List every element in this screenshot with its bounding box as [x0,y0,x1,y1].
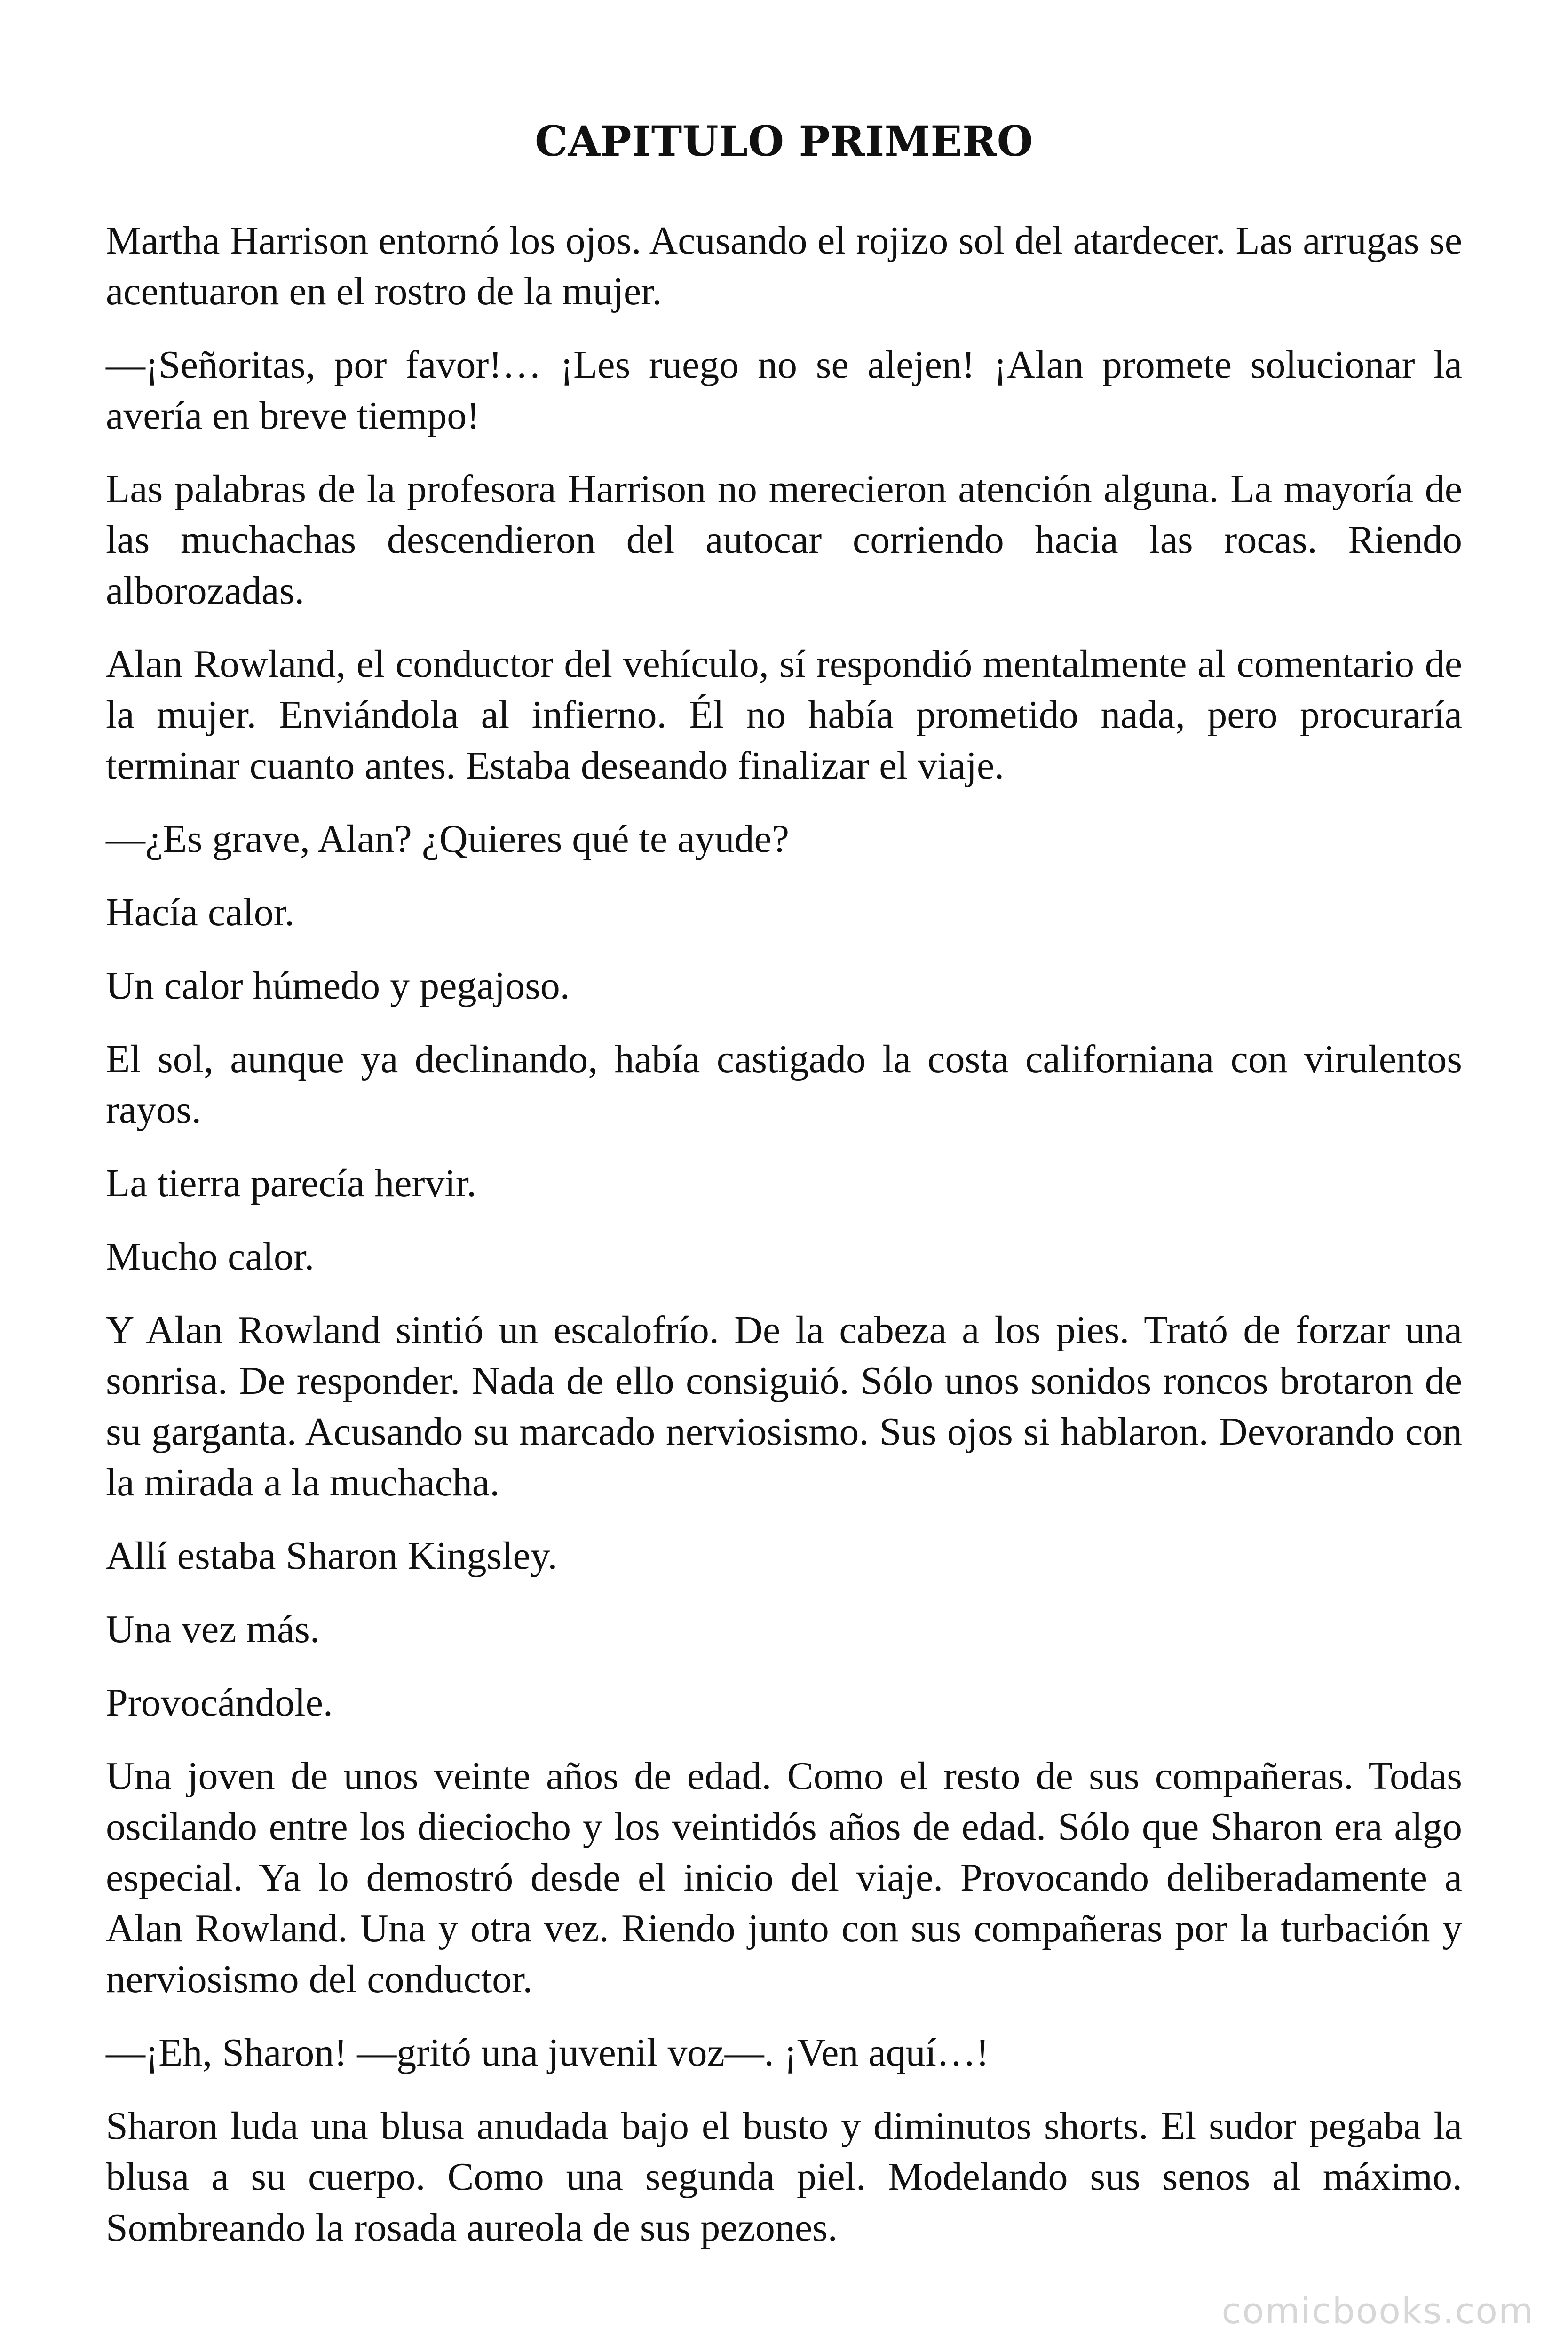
paragraph: Y Alan Rowland sintió un escalofrío. De la cabeza a los pies. Trató de forzar una sonrisa. De responder. Nada de ello consiguió. Sólo unos sonidos roncos brotaron de su garganta. Acusando su marcado nerviosismo. Sus ojos si hablaron. Devorando con la mirada a la muchacha. [106,1308,1462,1504]
paragraph: Una vez más. [106,1607,320,1651]
paragraph: Provocándole. [106,1681,333,1724]
paragraph: Allí estaba Sharon Kingsley. [106,1534,558,1578]
paragraph: La tierra parecía hervir. [106,1161,477,1205]
paragraph: —¡Señoritas, por favor!… ¡Les ruego no se alejen! ¡Alan promete solucionar la avería en breve tiempo! [106,343,1462,437]
paragraph: —¿Es grave, Alan? ¿Quieres qué te ayude? [106,817,790,861]
paragraph: Un calor húmedo y pegajoso. [106,964,570,1008]
paragraph: Hacía calor. [106,890,295,934]
chapter-title: CAPITULO PRIMERO [535,117,1033,166]
paragraph: Alan Rowland, el conductor del vehículo, sí respondió mentalmente al comentario de la mujer. Enviándola al infierno. Él no había prometido nada, pero procuraría terminar cuanto antes. Estaba deseando finalizar el viaje. [106,642,1462,787]
paragraph: —¡Eh, Sharon! —gritó una juvenil voz—. ¡Ven aquí…! [106,2031,989,2074]
watermark: comicbooks.com [1221,2290,1534,2332]
paragraph: Sharon luda una blusa anudada bajo el busto y diminutos shorts. El sudor pegaba la blusa a su cuerpo. Como una segunda piel. Modelando sus senos al máximo. Sombreando la rosada aureola de sus pezones. [106,2104,1462,2249]
paragraph: El sol, aunque ya declinando, había castigado la costa californiana con virulentos rayos. [106,1037,1462,1132]
paragraph: Las palabras de la profesora Harrison no merecieron atención alguna. La mayoría de las muchachas descendieron del autocar corriendo hacia las rocas. Riendo alborozadas. [106,467,1462,612]
paragraph: Una joven de unos veinte años de edad. Como el resto de sus compañeras. Todas oscilando entre los dieciocho y los veintidós años de edad. Sólo que Sharon era algo especial. Ya lo demostró desde el inicio del viaje. Provocando deliberadamente a Alan Rowland. Una y otra vez. Riendo junto con sus compañeras por la turbación y nerviosismo del conductor. [106,1754,1462,2001]
paragraph: Martha Harrison entornó los ojos. Acusando el rojizo sol del atardecer. Las arrugas se acentuaron en el rostro de la mujer. [106,219,1462,313]
body-text [106,215,1462,2253]
paragraph: Mucho calor. [106,1235,315,1279]
